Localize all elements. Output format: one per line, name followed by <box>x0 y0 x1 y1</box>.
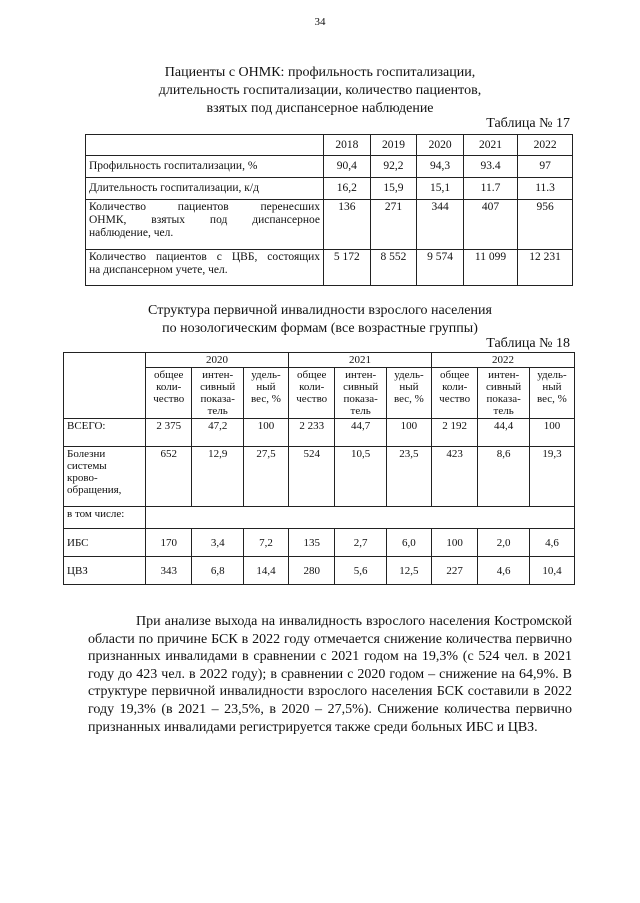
table-row <box>86 156 573 178</box>
row-label: в том числе: <box>64 507 146 529</box>
cell: 2 375 <box>146 419 192 447</box>
cell: 44,4 <box>478 419 530 447</box>
table-row <box>64 557 575 585</box>
table-row <box>86 178 573 200</box>
table17-year: 2020 <box>417 135 464 156</box>
row-label-line: наблюдение, чел. <box>89 227 174 239</box>
cell: 11 099 <box>463 250 517 286</box>
cell: 2 192 <box>431 419 477 447</box>
page-number: 34 <box>314 16 326 28</box>
table17-year: 2021 <box>463 135 517 156</box>
cell: 94,3 <box>417 156 464 178</box>
cell: 47,2 <box>192 419 244 447</box>
cell: 5 172 <box>324 250 371 286</box>
table18-year-row <box>64 353 575 368</box>
cell: 92,2 <box>370 156 417 178</box>
cell: 93.4 <box>463 156 517 178</box>
cell: 16,2 <box>324 178 371 200</box>
row-label: Болезни системы крово- обращения, <box>64 447 146 507</box>
table-row <box>64 529 575 557</box>
subheader-total: общее коли- чество <box>431 368 477 419</box>
cell: 170 <box>146 529 192 557</box>
cell: 344 <box>417 200 464 250</box>
cell: 97 <box>518 156 573 178</box>
cell: 19,3 <box>529 447 574 507</box>
table17-title-line: Пациенты с ОНМК: профильность госпитализации, <box>164 65 476 80</box>
table17-header-row <box>86 135 573 156</box>
table-row <box>64 419 575 447</box>
cell: 6,0 <box>386 529 431 557</box>
subheader-share: удель- ный вес, % <box>529 368 574 419</box>
subheader-total: общее коли- чество <box>288 368 334 419</box>
cell: 100 <box>386 419 431 447</box>
cell: 136 <box>324 200 371 250</box>
subheader-total: общее коли- чество <box>146 368 192 419</box>
cell: 6,8 <box>192 557 244 585</box>
cell: 4,6 <box>529 529 574 557</box>
cell: 271 <box>370 200 417 250</box>
table17 <box>85 134 573 286</box>
table17-title-line: длительность госпитализации, количество пациентов, <box>158 83 482 98</box>
cell: 4,6 <box>478 557 530 585</box>
subheader-intensive: интен- сивный показа- тель <box>478 368 530 419</box>
subheader-intensive: интен- сивный показа- тель <box>335 368 387 419</box>
table17-year: 2019 <box>370 135 417 156</box>
table17-title-line: взятых под диспансерное наблюдение <box>206 101 434 116</box>
table18-label: Таблица № 18 <box>486 336 570 351</box>
cell: 11.3 <box>518 178 573 200</box>
cell-empty <box>146 507 575 529</box>
table17-title <box>60 64 580 118</box>
table18-year: 2021 <box>288 353 431 368</box>
cell: 956 <box>518 200 573 250</box>
row-label: ИБС <box>64 529 146 557</box>
row-label: Профильность госпитализации, % <box>86 156 324 178</box>
table17-header-empty <box>86 135 324 156</box>
cell: 100 <box>431 529 477 557</box>
table18-header-empty <box>64 353 146 419</box>
cell: 2,0 <box>478 529 530 557</box>
cell: 27,5 <box>243 447 288 507</box>
cell: 423 <box>431 447 477 507</box>
cell: 280 <box>288 557 334 585</box>
table18 <box>63 352 575 585</box>
row-label: ВСЕГО: <box>64 419 146 447</box>
table-row <box>64 447 575 507</box>
table18-title-line: Структура первичной инвалидности взрослого населения <box>148 303 492 318</box>
cell: 12,5 <box>386 557 431 585</box>
table-row <box>86 250 573 286</box>
paragraph-text: При анализе выхода на инвалидность взрослого населения Костромской области по причине БСК в 2022 году отмечается снижение количества первично признанных инвалидами в сравнении с 2021 годом на 19,3% (с 524 чел. в 2021 году до 423 чел. в 2022 году); в сравнении с 2020 годом – снижение на 64,9%. В структуре первичной инвалидности взрослого населения БСК составили в 2022 году 19,3% (в 2021 – 23,5%, в 2020 – 27,5%). Снижение количества первично признанных инвалидами регистрируется также среди больных ИБС и ЦВЗ. <box>88 614 572 735</box>
cell: 524 <box>288 447 334 507</box>
cell: 135 <box>288 529 334 557</box>
cell: 23,5 <box>386 447 431 507</box>
cell: 5,6 <box>335 557 387 585</box>
cell: 407 <box>463 200 517 250</box>
table17-year: 2022 <box>518 135 573 156</box>
cell: 100 <box>243 419 288 447</box>
cell: 100 <box>529 419 574 447</box>
cell: 8 552 <box>370 250 417 286</box>
cell: 8,6 <box>478 447 530 507</box>
cell: 44,7 <box>335 419 387 447</box>
cell: 11.7 <box>463 178 517 200</box>
cell: 10,4 <box>529 557 574 585</box>
table-row <box>86 200 573 250</box>
table18-year: 2022 <box>431 353 574 368</box>
cell: 2 233 <box>288 419 334 447</box>
row-label: Длительность госпитализации, к/д <box>86 178 324 200</box>
table17-label: Таблица № 17 <box>486 116 570 131</box>
row-label-line: на диспансерном учете, чел. <box>89 264 228 276</box>
row-label-line: Количество пациентов перенесших <box>89 201 320 213</box>
cell: 10,5 <box>335 447 387 507</box>
analysis-paragraph <box>88 613 572 736</box>
cell: 15,1 <box>417 178 464 200</box>
table18-title-line: по нозологическим формам (все возрастные группы) <box>162 321 478 336</box>
subheader-intensive: интен- сивный показа- тель <box>192 368 244 419</box>
cell: 90,4 <box>324 156 371 178</box>
cell: 652 <box>146 447 192 507</box>
subheader-share: удель- ный вес, % <box>243 368 288 419</box>
row-label-line: ОНМК, взятых под диспансерное <box>89 214 320 226</box>
cell: 343 <box>146 557 192 585</box>
table-row <box>64 507 575 529</box>
row-label-line: Количество пациентов с ЦВБ, состоящих <box>89 251 320 263</box>
row-label <box>86 250 324 286</box>
cell: 15,9 <box>370 178 417 200</box>
cell: 12 231 <box>518 250 573 286</box>
cell: 9 574 <box>417 250 464 286</box>
table18-title <box>60 302 580 338</box>
cell: 227 <box>431 557 477 585</box>
cell: 12,9 <box>192 447 244 507</box>
cell: 14,4 <box>243 557 288 585</box>
table18-year: 2020 <box>146 353 289 368</box>
row-label <box>86 200 324 250</box>
cell: 2,7 <box>335 529 387 557</box>
subheader-share: удель- ный вес, % <box>386 368 431 419</box>
cell: 3,4 <box>192 529 244 557</box>
row-label: ЦВЗ <box>64 557 146 585</box>
table17-year: 2018 <box>324 135 371 156</box>
cell: 7,2 <box>243 529 288 557</box>
